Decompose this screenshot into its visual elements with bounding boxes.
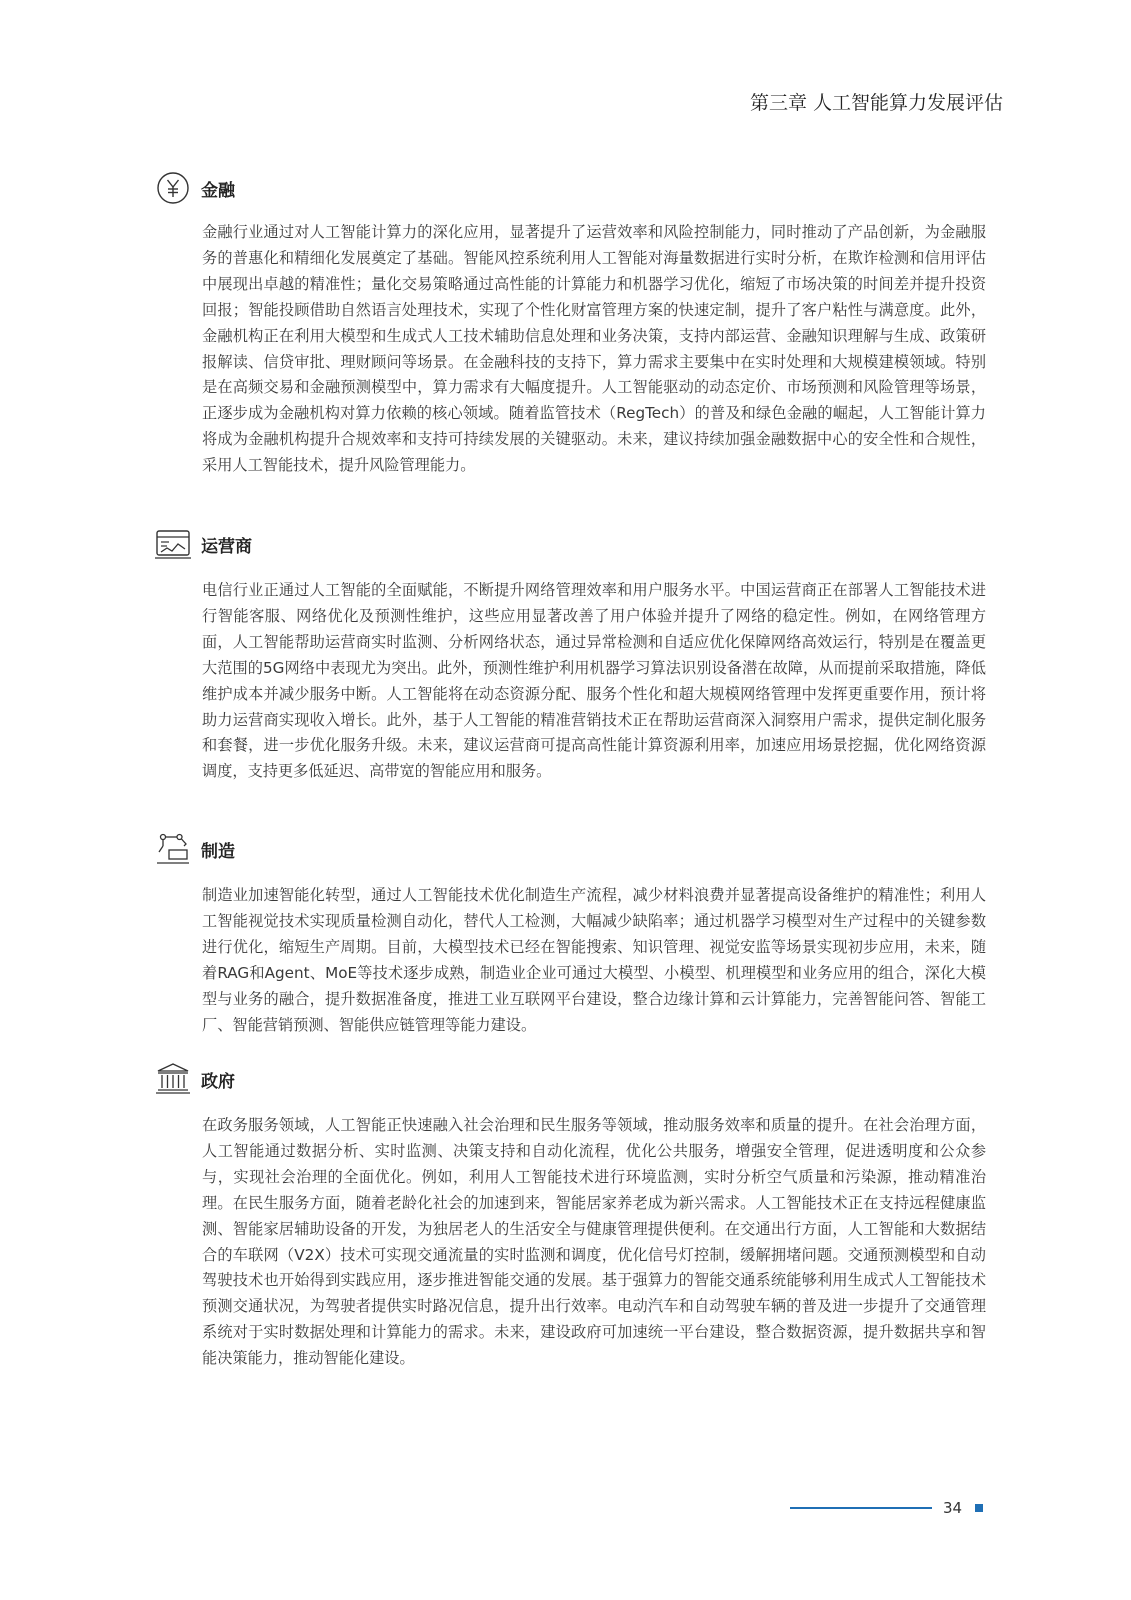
footer-square-marker [975,1504,983,1512]
section-header [155,829,235,869]
section-body: 在政务服务领域，人工智能正快速融入社会治理和民生服务等领域，推动服务效率和质量的提升。在社会治理方面，人工智能通过数据分析、实时监测、决策支持和自动化流程，优化公共服务，增强安全管理，促进透明度和公众参与，实现社会治理的全面优化。例如，利用人工智能技术进行环境监测，实时分析空气质量和污染源，推动精准治理。在民生服务方面，随着老龄化社会的加速到来，智能居家养老成为新兴需求。人工智能技术正在支持远程健康监测、智能家居辅助设备的开发，为独居老人的生活安全与健康管理提供便利。在交通出行方面，人工智能和大数据结合的车联网（V2X）技术可实现交通流量的实时监测和调度，优化信号灯控制，缓解拥堵问题。交通预测模型和自动驾驶技术也开始得到实践应用，逐步推进智能交通的发展。基于强算力的智能交通系统能够利用生成式人工智能技术预测交通状况，为驾驶者提供实时路况信息，提升出行效率。电动汽车和自动驾驶车辆的普及进一步提升了交通管理系统对于实时数据处理和计算能力的需求。未来，建设政府可加速统一平台建设，整合数据资源，提升数据共享和智能决策能力，推动智能化建设。 [202,1116,986,1368]
section-title: 制造 [201,841,235,862]
page-number: 34 [943,1499,963,1517]
robot-arm-icon [155,831,191,867]
section-body: 金融行业通过对人工智能计算力的深化应用，显著提升了运营效率和风险控制能力，同时推动了产品创新，为金融服务的普惠化和精细化发展奠定了基础。智能风控系统利用人工智能对海量数据进行实时分析，在欺诈检测和信用评估中展现出卓越的精准性；量化交易策略通过高性能的计算能力和机器学习优化，缩短了市场决策的时间差并提升投资回报；智能投顾借助自然语言处理技术，实现了个性化财富管理方案的快速定制，提升了客户粘性与满意度。此外，金融机构正在利用大模型和生成式人工技术辅助信息处理和业务决策，支持内部运营、金融知识理解与生成、政策研报解读、信贷审批、理财顾问等场景。在金融科技的支持下，算力需求主要集中在实时处理和大规模建模领域。特别是在高频交易和金融预测模型中，算力需求有大幅度提升。人工智能驱动的动态定价、市场预测和风险管理等场景，正逐步成为金融机构对算力依赖的核心领域。随着监管技术（RegTech）的普及和绿色金融的崛起，人工智能计算力将成为金融机构提升合规效率和支持可持续发展的关键驱动。未来，建议持续加强金融数据中心的安全性和合规性，采用人工智能技术，提升风险管理能力。 [202,223,986,475]
section-telecom [155,524,986,781]
network-chart-icon [155,526,191,562]
section-title: 运营商 [201,536,252,557]
section-body: 制造业加速智能化转型，通过人工智能技术优化制造生产流程，减少材料浪费并显著提高设备维护的精准性；利用人工智能视觉技术实现质量检测自动化，替代人工检测，大幅减少缺陷率；通过机器学习模型对生产过程中的关键参数进行优化，缩短生产周期。目前，大模型技术已经在智能搜索、知识管理、视觉安监等场景实现初步应用，未来，随着RAG和Agent、MoE等技术逐步成熟，制造业企业可通过大模型、小模型、机理模型和业务应用的组合，深化大模型与业务的融合，提升数据准备度，推进工业互联网平台建设，整合边缘计算和云计算能力，完善智能问答、智能工厂、智能营销预测、智能供应链管理等能力建设。 [202,886,986,1034]
section-body: 电信行业正通过人工智能的全面赋能，不断提升网络管理效率和用户服务水平。中国运营商正在部署人工智能技术进行智能客服、网络优化及预测性维护，这些应用显著改善了用户体验并提升了网络的稳定性。例如，在网络管理方面，人工智能帮助运营商实时监测、分析网络状态，通过异常检测和自适应优化保障网络高效运行，特别是在覆盖更大范围的5G网络中表现尤为突出。此外，预测性维护利用机器学习算法识别设备潜在故障，从而提前采取措施，降低维护成本并减少服务中断。人工智能将在动态资源分配、服务个性化和超大规模网络管理中发挥更重要作用，预计将助力运营商实现收入增长。此外，基于人工智能的精准营销技术正在帮助运营商深入洞察用户需求，提供定制化服务和套餐，进一步优化服务升级。未来，建议运营商可提高高性能计算资源利用率，加速应用场景挖掘，优化网络资源调度，支持更多低延迟、高带宽的智能应用和服务。 [202,581,986,781]
yen-coin-icon [155,170,191,206]
section-finance [155,168,986,475]
chapter-header: 第三章 人工智能算力发展评估 [749,92,1003,114]
section-header [155,168,235,208]
section-title: 政府 [201,1071,235,1092]
footer-rule [790,1507,932,1509]
page-footer [790,1498,990,1518]
section-title: 金融 [201,180,235,201]
government-building-icon [155,1061,191,1097]
section-header [155,1059,235,1099]
section-government [155,1059,986,1368]
section-header [155,524,252,564]
section-manufacturing [155,829,986,1034]
